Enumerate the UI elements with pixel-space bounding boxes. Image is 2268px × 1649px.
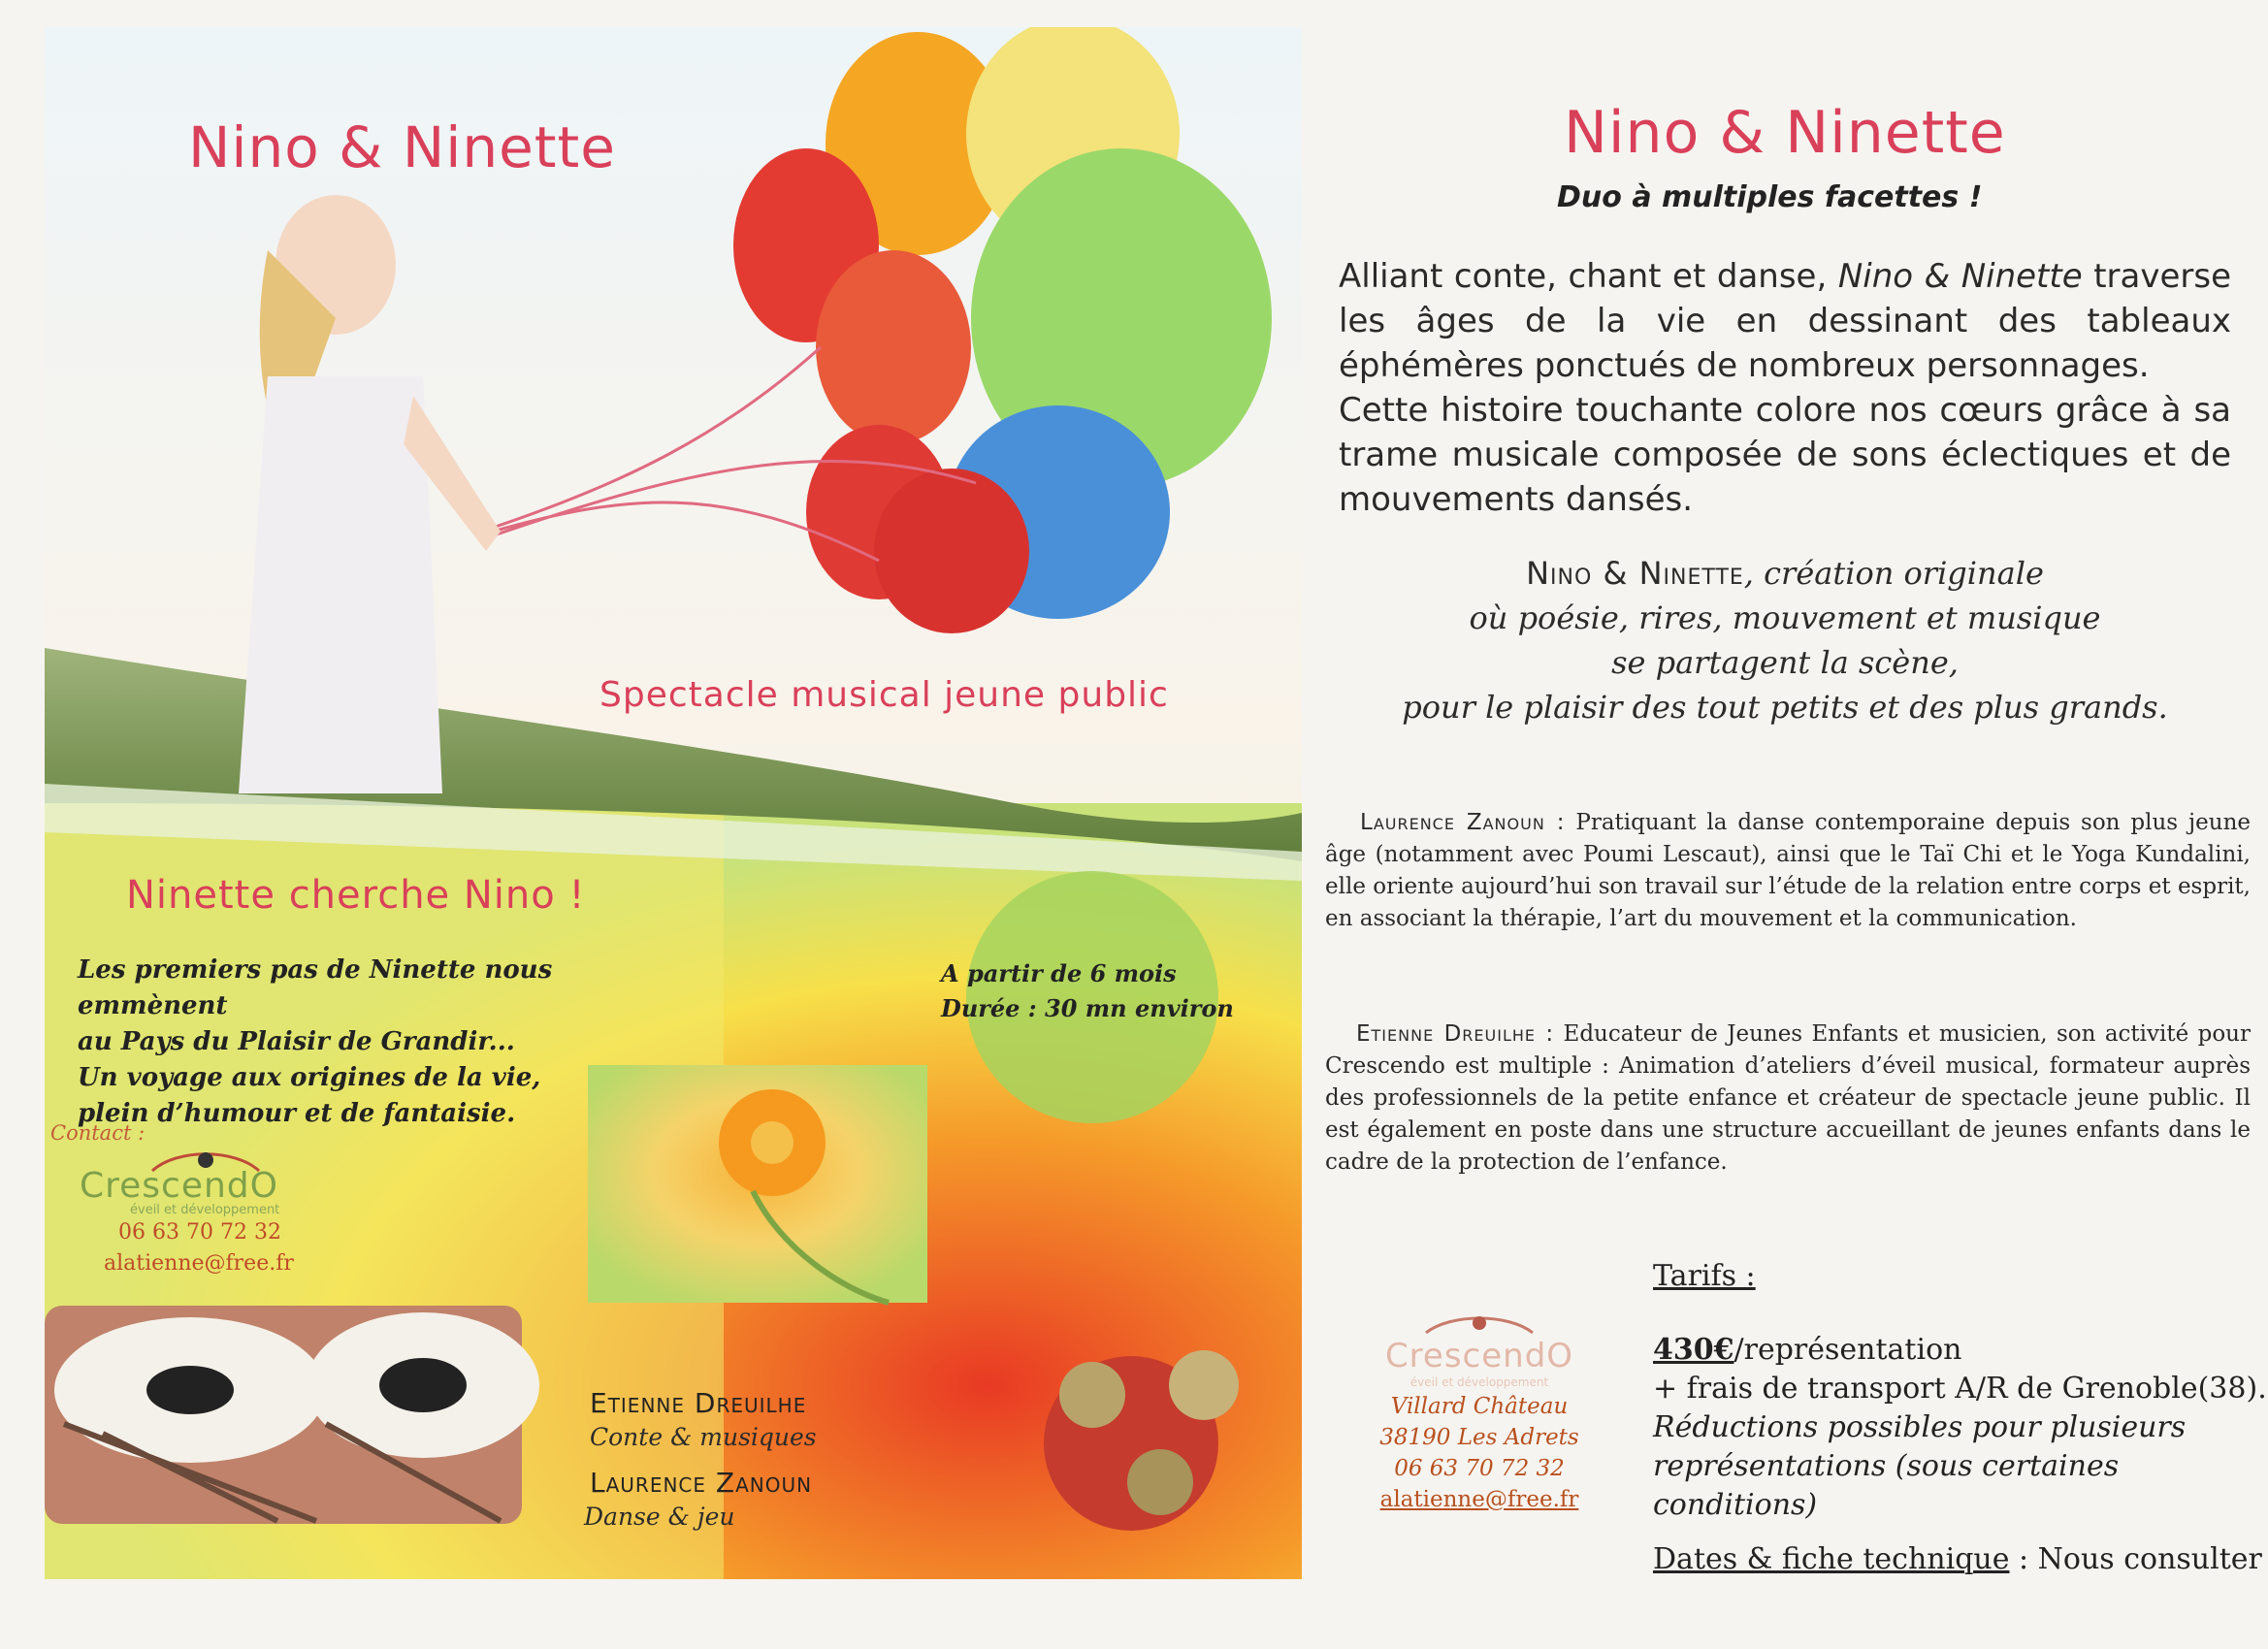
artist1-name: Etienne Dreuilhe xyxy=(590,1387,807,1419)
crescendo-logo-text: CrescendO xyxy=(1384,1337,1574,1375)
contact-label: Contact : xyxy=(50,1121,146,1145)
address-line-2: 38190 Les Adrets xyxy=(1379,1425,1579,1450)
contact-block xyxy=(50,1121,341,1279)
pitch-text: Les premiers pas de Ninette nous emmènent au Pays du Plaisir de Grandir... Un voyage aux origines de la vie, plein d’humour et de fantaisie. xyxy=(78,955,553,1128)
artist2-name: Laurence Zanoun xyxy=(590,1467,813,1499)
transport-fees: + frais de transport A/R de Grenoble(38). xyxy=(1653,1372,2267,1406)
artist2-role: Danse & jeu xyxy=(584,1503,735,1531)
child-illustration xyxy=(239,195,501,793)
price-value: 430€ xyxy=(1653,1333,1734,1367)
bio-laurence-name: Laurence Zanoun : xyxy=(1360,810,1566,835)
reductions-line-2: représentations (sous certaines conditions) xyxy=(1653,1449,2120,1522)
flyer-artwork xyxy=(45,27,1302,1579)
bio-laurence: Laurence Zanoun : Pratiquant la danse contemporaine depuis son plus jeune âge (notamment avec Poumi Lescaut), ainsi que le Taï Chi et le Yoga Kundalini, elle oriente aujourd’hui son travail sur l’étude de la relation entre corps et esprit, en associant la thérapie, l’art du mouvement et la communication. xyxy=(1325,810,2251,931)
address-block xyxy=(1348,1311,1610,1515)
logo-tagline: éveil et développement xyxy=(1409,1375,1549,1389)
tarifs-label: Tarifs : xyxy=(1653,1259,1756,1293)
quote-block: Nino & Ninette, création originale où poésie, rires, mouvement et musique se partagent la scène, pour le plaisir des tout petits et des plus grands. xyxy=(1402,555,2168,726)
reductions-line-1: Réductions possibles pour plusieurs xyxy=(1653,1410,2187,1444)
page-subtitle: Duo à multiples facettes ! xyxy=(1557,180,1983,214)
address-line-1: Villard Château xyxy=(1390,1394,1569,1419)
artist1-role: Conte & musiques xyxy=(590,1423,817,1451)
dates-value: : Nous consulter xyxy=(2009,1542,2262,1576)
age-duration-info: A partir de 6 mois Durée : 30 mn environ xyxy=(941,959,1234,1022)
tarifs-block: Tarifs : 430€/représentation + frais de transport A/R de Grenoble(38). Réductions possibles pour plusieurs représentations (sous certaines conditions) Dates & fiche technique : Nous consulter xyxy=(1653,1259,2267,1576)
page-title: Nino & Ninette xyxy=(1564,99,2006,167)
crescendo-logo-icon xyxy=(1421,1311,1538,1337)
section-title: Ninette cherche Nino ! xyxy=(126,873,586,918)
flyer-subtitle: Spectacle musical jeune public xyxy=(599,675,1169,715)
artists-block xyxy=(584,1387,817,1531)
intro-text: Alliant conte, chant et danse, Nino & Ninette traverse les âges de la vie en dessinant des tableaux éphémères ponctués de nombreux personnages. Cette histoire touchante colore nos cœurs grâce à sa trame musicale composée de sons éclectiques et de mouvements dansés. xyxy=(1339,257,2231,519)
address-phone: 06 63 70 72 32 xyxy=(1394,1456,1565,1481)
dates-label: Dates & fiche technique xyxy=(1653,1542,2010,1576)
contact-email[interactable]: alatienne@free.fr xyxy=(104,1251,294,1276)
contact-phone: 06 63 70 72 32 xyxy=(118,1220,281,1245)
crescendo-logo: CrescendO xyxy=(50,1145,341,1203)
bio-etienne-name: Etienne Dreuilhe : xyxy=(1356,1021,1555,1047)
address-email[interactable]: alatienne@free.fr xyxy=(1379,1487,1579,1512)
logo-tagline: éveil et développement xyxy=(130,1203,280,1217)
flyer-title: Nino & Ninette xyxy=(188,114,616,180)
flyer-front-panel xyxy=(45,27,1302,1579)
drums-photo xyxy=(45,1306,539,1524)
bio-etienne: Etienne Dreuilhe : Educateur de Jeunes Enfants et musicien, son activité pour Crescendo est multiple : Animation d’ateliers d’éveil musical, formateur auprès des professionnels de la petite enfance et créateur de spectacle jeune public. Il est également en poste dans une structure accueillant de jeunes enfants dans le cadre de la protection de l’enfance. xyxy=(1325,1021,2251,1175)
